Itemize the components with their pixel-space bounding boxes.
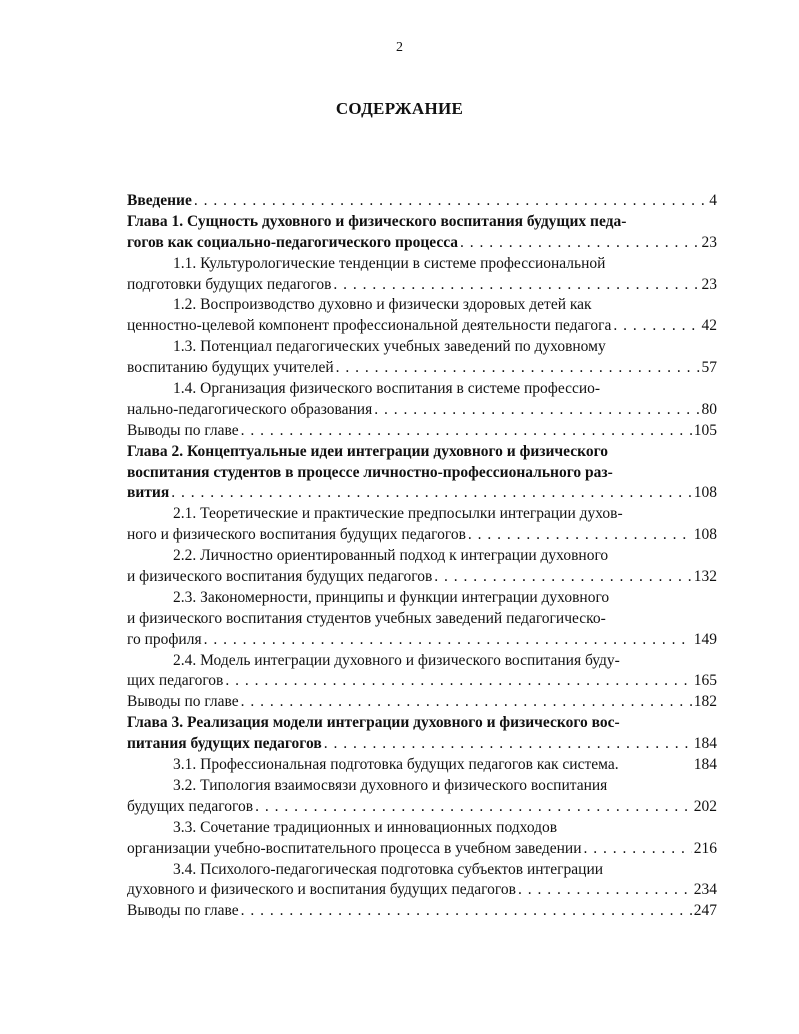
- toc-entry: [127, 818, 717, 839]
- toc-entry-text: ценностно-целевой компонент профессиональной деятельности педагога: [127, 317, 612, 335]
- toc-entry: [127, 651, 717, 672]
- toc-entry-text: питания будущих педагогов: [127, 735, 322, 753]
- toc-entry: [127, 233, 717, 254]
- toc-entry: [127, 463, 717, 484]
- toc-entry: [127, 254, 717, 275]
- toc-entry-text: Глава 1. Сущность духовного и физического воспитания будущих педа-: [127, 212, 627, 230]
- toc-entry-text: вития: [127, 484, 170, 502]
- toc-entry: [127, 421, 717, 442]
- toc-entry-text: 2.1. Теоретические и практические предпосылки интеграции духов-: [173, 505, 623, 523]
- toc-entry-text: воспитанию будущих учителей: [127, 359, 334, 377]
- toc-page-number: 149: [693, 630, 717, 648]
- toc-entry: [127, 880, 717, 901]
- toc-entry-text: подготовки будущих педагогов: [127, 275, 332, 293]
- toc-entry-text: щих педагогов: [127, 672, 224, 690]
- toc-entry: [127, 630, 717, 651]
- dot-leader: [241, 692, 692, 713]
- toc-entry: [127, 546, 717, 567]
- toc-entry-text: 3.1. Профессиональная подготовка будущих педагогов как система.: [173, 756, 619, 774]
- toc-entry-text: 2.3. Закономерности, принципы и функции интеграции духовного: [173, 588, 610, 606]
- toc-entry: [127, 609, 717, 630]
- toc-entry: [127, 671, 717, 692]
- toc-page-number: 105: [693, 421, 717, 439]
- toc-entry-text: Глава 3. Реализация модели интеграции духовного и физического вос-: [127, 714, 620, 732]
- toc-page-number: 165: [693, 672, 717, 690]
- dot-leader: [194, 191, 707, 212]
- toc-page-number: 4: [709, 192, 717, 209]
- toc-entry-text: духовного и физического и воспитания будущих педагогов: [127, 881, 516, 899]
- toc-entry-text: 1.3. Потенциал педагогических учебных заведений по духовному: [173, 338, 606, 356]
- toc-entry-text: 2.4. Модель интеграции духовного и физического воспитания буду-: [173, 651, 620, 669]
- toc-entry-text: 3.2. Типология взаимосвязи духовного и физического воспитания: [173, 776, 608, 794]
- toc-page-number: 57: [701, 359, 717, 377]
- page-title: СОДЕРЖАНИЕ: [335, 99, 464, 118]
- toc-entry: [127, 191, 717, 212]
- toc-entry: [127, 755, 717, 776]
- toc-entry-text: и физического воспитания студентов учебных заведений педагогическо-: [127, 609, 606, 627]
- dot-leader: [171, 483, 692, 504]
- toc-entry: [127, 692, 717, 713]
- toc-entry-text: Выводы по главе: [127, 693, 239, 711]
- toc-page-number: 182: [693, 693, 717, 711]
- toc-entry-text: Глава 2. Концептуальные идеи интеграции духовного и физического: [127, 442, 608, 460]
- toc-entry-text: организации учебно-воспитательного процесса в учебном заведении: [127, 839, 582, 857]
- toc-entry: [127, 734, 717, 755]
- dot-leader: [434, 567, 691, 588]
- dot-leader: [336, 358, 700, 379]
- toc-entry-text: воспитания студентов в процессе личностно-профессионального раз-: [127, 463, 613, 481]
- toc-entry: [127, 588, 717, 609]
- toc-entry: [127, 901, 717, 922]
- dot-leader: [333, 275, 699, 296]
- toc-page-number: 184: [693, 735, 717, 753]
- toc-entry: [127, 316, 717, 337]
- toc-entry-text: нально-педагогического образования: [127, 400, 373, 418]
- toc-entry: [127, 275, 717, 296]
- toc-page-number: 234: [693, 881, 717, 899]
- toc-entry-text: 3.4. Психолого-педагогическая подготовка субъектов интеграции: [173, 860, 604, 878]
- toc-entry: [127, 504, 717, 525]
- toc-entry-text: Выводы по главе: [127, 902, 239, 920]
- dot-leader: [255, 797, 692, 818]
- toc-entry: [127, 839, 717, 860]
- toc-page-number: 23: [701, 275, 717, 293]
- toc-entry: [127, 358, 717, 379]
- toc-entry: [127, 860, 717, 881]
- toc-entry: [127, 379, 717, 400]
- toc-entry: [127, 442, 717, 463]
- dot-leader: [204, 630, 692, 651]
- toc-entry-text: гогов как социально-педагогического процесса: [127, 233, 459, 251]
- toc-entry-text: 1.1. Культурологические тенденции в системе профессиональной: [173, 254, 606, 272]
- toc-page-number: 216: [693, 839, 717, 857]
- toc-page-number: 108: [693, 526, 717, 544]
- toc-entry: [127, 525, 717, 546]
- toc-page-number: 132: [693, 568, 717, 586]
- dot-leader: [374, 400, 699, 421]
- dot-leader: [460, 233, 699, 254]
- toc-entry-text: Выводы по главе: [127, 421, 239, 439]
- toc-entry-text: 1.4. Организация физического воспитания в системе профессио-: [173, 380, 601, 398]
- toc-entry-text: и физического воспитания будущих педагогов: [127, 568, 433, 586]
- dot-leader: [584, 839, 692, 860]
- toc-entry: [127, 483, 717, 504]
- toc-page-number: 42: [701, 317, 717, 335]
- toc-entry-text: 3.3. Сочетание традиционных и инновационных подходов: [173, 818, 558, 836]
- dot-leader: [324, 734, 692, 755]
- toc-entry: [127, 776, 717, 797]
- toc-entry-text: ного и физического воспитания будущих педагогов: [127, 526, 466, 544]
- toc-page-number: 247: [693, 902, 717, 920]
- dot-leader: [518, 880, 692, 901]
- toc-entry: [127, 567, 717, 588]
- dot-leader: [613, 316, 699, 337]
- toc-page-number: 23: [701, 233, 717, 251]
- toc-entry-text: Введение: [127, 192, 192, 209]
- dot-leader: [241, 901, 692, 922]
- toc-entry: [127, 212, 717, 233]
- toc-entry: [127, 797, 717, 818]
- toc-entry-text: будущих педагогов: [127, 797, 254, 815]
- toc-page-number: 80: [701, 400, 717, 418]
- table-of-contents: [127, 191, 717, 922]
- dot-leader: [225, 671, 691, 692]
- toc-entry-text: го профиля: [127, 630, 202, 648]
- dot-leader: [241, 421, 692, 442]
- toc-entry: [127, 713, 717, 734]
- page-number: 2: [396, 40, 403, 55]
- dot-leader: [468, 525, 692, 546]
- toc-entry: [127, 295, 717, 316]
- toc-page-number: 202: [693, 797, 717, 815]
- toc-page-number: 184: [693, 756, 717, 774]
- toc-entry-text: 1.2. Воспроизводство духовно и физически здоровых детей как: [173, 296, 592, 314]
- toc-entry-text: 2.2. Личностно ориентированный подход к интеграции духовного: [173, 547, 609, 565]
- toc-entry: [127, 337, 717, 358]
- toc-entry: [127, 400, 717, 421]
- toc-page-number: 108: [693, 484, 717, 502]
